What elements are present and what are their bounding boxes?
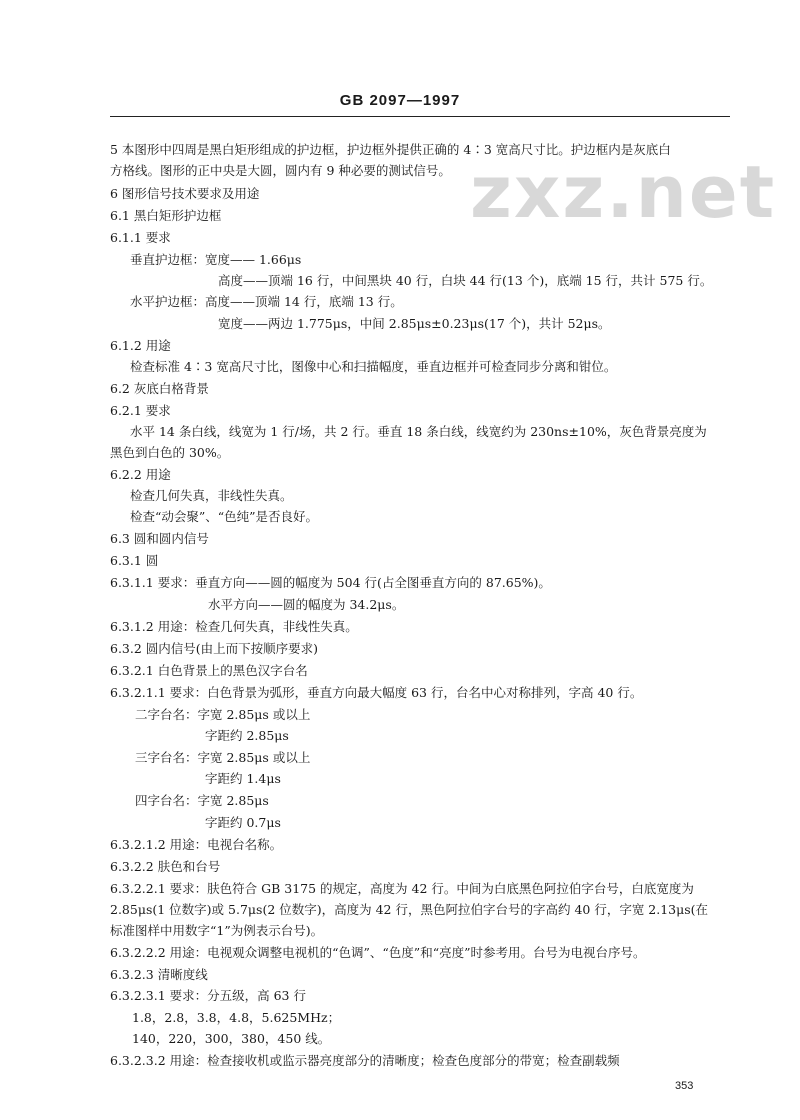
text-line: 检查标准 4∶3 宽高尺寸比，图像中心和扫描幅度，垂直边框并可检查同步分离和钳位。 (130, 359, 617, 374)
text-line: 三字台名：字宽 2.85μs 或以上 (135, 750, 311, 765)
header-divider (110, 116, 730, 117)
text-line: 6.3.2 圆内信号(由上而下按顺序要求) (110, 641, 319, 656)
text-line: 方格线。图形的正中央是大圆，圆内有 9 种必要的测试信号。 (110, 163, 451, 178)
text-line: 水平护边框：高度——顶端 14 行，底端 13 行。 (130, 294, 403, 309)
text-line: 字距约 1.4μs (205, 771, 281, 786)
text-line: 6.3.1.2 用途：检查几何失真，非线性失真。 (110, 619, 358, 634)
text-line: 字距约 0.7μs (205, 815, 281, 830)
text-line: 6 图形信号技术要求及用途 (110, 186, 260, 201)
text-line: 高度——顶端 16 行，中间黑块 40 行，白块 44 行(13 个)，底端 15 行，共计 575 行。 (218, 273, 713, 288)
text-line: 6.3.2.1.1 要求：白色背景为弧形，垂直方向最大幅度 63 行，台名中心对称排列，字高 40 行。 (110, 685, 643, 700)
text-line: 四字台名：字宽 2.85μs (135, 793, 269, 808)
text-line: 5 本图形中四周是黑白矩形组成的护边框，护边框外提供正确的 4∶3 宽高尺寸比。护边框内是灰底白 (110, 142, 671, 157)
text-line: 140，220，300，380，450 线。 (132, 1031, 331, 1046)
text-line: 检查几何失真，非线性失真。 (130, 488, 293, 503)
text-line: 检查“动会聚”、“色纯”是否良好。 (130, 509, 319, 524)
text-line: 6.3.2.3.1 要求：分五级，高 63 行 (110, 988, 306, 1003)
text-line: 宽度——两边 1.775μs，中间 2.85μs±0.23μs(17 个)，共计 52μs。 (218, 316, 611, 331)
text-line: 1.8，2.8，3.8，4.8，5.625MHz； (132, 1010, 341, 1025)
text-line: 6.3.2.3 清晰度线 (110, 967, 208, 982)
text-line: 6.3.2.2 肤色和台号 (110, 859, 221, 874)
text-line: 6.3.2.2.1 要求：肤色符合 GB 3175 的规定，高度为 42 行。中间为白底黑色阿拉伯字台号，白底宽度为 (110, 881, 694, 896)
text-line: 6.3.2.3.2 用途：检查接收机或监示器亮度部分的清晰度；检查色度部分的带宽；检查副载频 (110, 1053, 620, 1068)
text-line: 6.3.1 圆 (110, 553, 159, 568)
text-line: 6.3.2.1.2 用途：电视台名称。 (110, 837, 283, 852)
text-line: 6.1 黑白矩形护边框 (110, 208, 222, 223)
page-number: 353 (675, 1080, 694, 1092)
text-line: 6.3.1.1 要求：垂直方向——圆的幅度为 504 行(占全图垂直方向的 87.65%)。 (110, 575, 551, 590)
text-line: 6.2 灰底白格背景 (110, 381, 209, 396)
text-line: 6.3.2.1 白色背景上的黑色汉字台名 (110, 663, 308, 678)
text-line: 6.3.2.2.2 用途：电视观众调整电视机的“色调”、“色度”和“亮度”时参考用。台号为电视台序号。 (110, 945, 646, 960)
text-line: 6.2.2 用途 (110, 467, 171, 482)
standard-code-header: GB 2097—1997 (339, 92, 461, 109)
text-line: 黑色到白色的 30%。 (110, 445, 230, 460)
text-line: 字距约 2.85μs (205, 728, 289, 743)
text-line: 二字台名：字宽 2.85μs 或以上 (135, 707, 311, 722)
text-line: 6.3 圆和圆内信号 (110, 531, 209, 546)
text-line: 2.85μs(1 位数字)或 5.7μs(2 位数字)，高度为 42 行，黑色阿拉伯字台号的字高约 40 行，字宽 2.13μs(在 (110, 902, 709, 917)
text-line: 6.1.1 要求 (110, 230, 171, 245)
watermark: zxz.net (470, 150, 777, 234)
text-line: 6.1.2 用途 (110, 338, 171, 353)
text-line: 标准图样中用数字“1”为例表示台号)。 (110, 923, 324, 938)
text-line: 垂直护边框：宽度—— 1.66μs (130, 252, 302, 267)
text-line: 6.2.1 要求 (110, 403, 171, 418)
text-line: 水平 14 条白线，线宽为 1 行/场，共 2 行。垂直 18 条白线，线宽约为 230ns±10%，灰色背景亮度为 (130, 424, 707, 439)
text-line: 水平方向——圆的幅度为 34.2μs。 (208, 597, 405, 612)
